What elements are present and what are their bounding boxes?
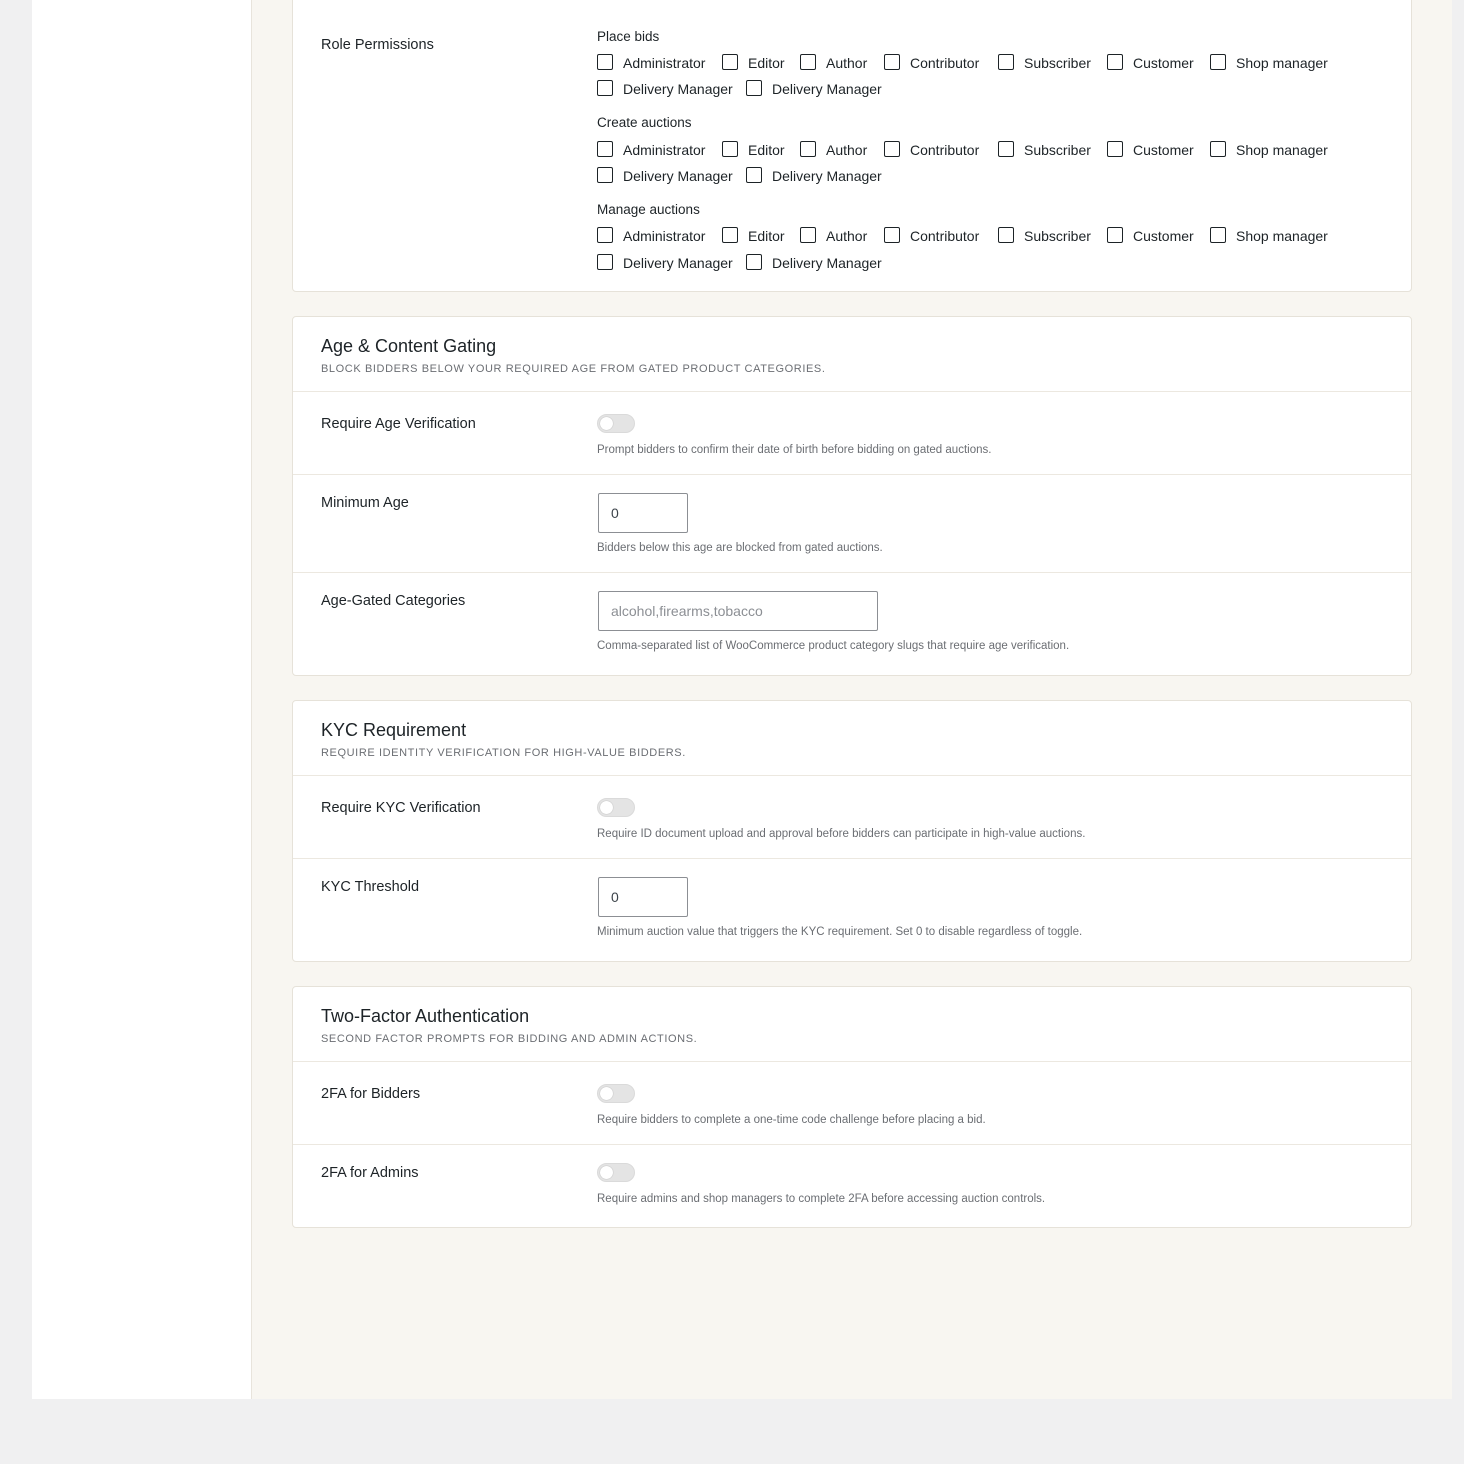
checkbox-box[interactable] bbox=[1107, 54, 1123, 70]
checkbox-box[interactable] bbox=[998, 54, 1014, 70]
row-label: Require KYC Verification bbox=[321, 800, 481, 816]
checkbox-label: Subscriber bbox=[1024, 55, 1091, 71]
checkbox-label: Delivery Manager bbox=[772, 255, 882, 271]
card-header bbox=[293, 317, 1411, 392]
checkbox-label: Subscriber bbox=[1024, 142, 1091, 158]
checkbox-label: Contributor bbox=[910, 142, 980, 158]
checkbox-box[interactable] bbox=[800, 227, 816, 243]
age-gated-categories-input[interactable] bbox=[598, 591, 878, 631]
checkbox-label: Editor bbox=[748, 228, 785, 244]
kyc-card bbox=[292, 700, 1412, 962]
kyc-threshold-input[interactable] bbox=[598, 877, 688, 917]
checkbox-label: Administrator bbox=[623, 142, 706, 158]
checkbox-box[interactable] bbox=[722, 54, 738, 70]
checkbox-label: Shop manager bbox=[1236, 142, 1328, 158]
checkbox-box[interactable] bbox=[1210, 227, 1226, 243]
checkbox-label: Administrator bbox=[623, 228, 706, 244]
card-header bbox=[293, 987, 1411, 1062]
checkbox-label: Delivery Manager bbox=[772, 168, 882, 184]
checkbox-box[interactable] bbox=[597, 227, 613, 243]
checkbox-label: Contributor bbox=[910, 228, 980, 244]
checkbox-box[interactable] bbox=[800, 141, 816, 157]
checkbox-label: Author bbox=[826, 142, 868, 158]
checkbox-box[interactable] bbox=[1107, 141, 1123, 157]
checkbox-label: Author bbox=[826, 55, 868, 71]
row-label: Require Age Verification bbox=[321, 416, 476, 432]
checkbox-label: Delivery Manager bbox=[623, 255, 733, 271]
field-description: Require ID document upload and approval before bidders can participate in high-value auctions. bbox=[597, 828, 1086, 840]
checkbox-label: Administrator bbox=[623, 55, 706, 71]
row-require-age-verification bbox=[293, 392, 1411, 475]
checkbox-box[interactable] bbox=[884, 54, 900, 70]
card-title: Two-Factor Authentication bbox=[321, 1006, 530, 1026]
require-age-toggle[interactable] bbox=[597, 414, 635, 433]
require-kyc-toggle[interactable] bbox=[597, 798, 635, 817]
toggle-knob bbox=[600, 1087, 613, 1100]
perm-group-title: Place bids bbox=[597, 29, 660, 44]
checkbox-label: Editor bbox=[748, 142, 785, 158]
checkbox-box[interactable] bbox=[998, 227, 1014, 243]
checkbox-box[interactable] bbox=[597, 254, 613, 270]
checkbox-box[interactable] bbox=[722, 227, 738, 243]
checkbox-label: Shop manager bbox=[1236, 228, 1328, 244]
row-age-gated-categories bbox=[293, 573, 1411, 677]
checkbox-box[interactable] bbox=[597, 80, 613, 96]
checkbox-label: Delivery Manager bbox=[623, 81, 733, 97]
age-gating-card bbox=[292, 316, 1412, 676]
role-permissions-groups bbox=[597, 29, 1397, 275]
row-label: KYC Threshold bbox=[321, 879, 420, 895]
row-2fa-bidders bbox=[293, 1062, 1411, 1145]
admin-sidebar bbox=[32, 0, 252, 1399]
field-description: Require admins and shop managers to complete 2FA before accessing auction controls. bbox=[597, 1193, 1046, 1205]
checkbox-box[interactable] bbox=[597, 141, 613, 157]
row-kyc-threshold bbox=[293, 859, 1411, 963]
card-header bbox=[293, 701, 1411, 776]
checkbox-label: Subscriber bbox=[1024, 228, 1091, 244]
checkbox-label: Author bbox=[826, 228, 868, 244]
field-description: Bidders below this age are blocked from gated auctions. bbox=[597, 542, 883, 554]
checkbox-box[interactable] bbox=[884, 227, 900, 243]
checkbox-box[interactable] bbox=[746, 167, 762, 183]
row-label: Age-Gated Categories bbox=[321, 593, 466, 609]
checkbox-box[interactable] bbox=[597, 167, 613, 183]
checkbox-box[interactable] bbox=[722, 141, 738, 157]
two-factor-card bbox=[292, 986, 1412, 1228]
row-minimum-age bbox=[293, 475, 1411, 573]
field-description: Require bidders to complete a one-time code challenge before placing a bid. bbox=[597, 1114, 986, 1126]
checkbox-box[interactable] bbox=[1210, 54, 1226, 70]
toggle-knob bbox=[600, 417, 613, 430]
checkbox-label: Delivery Manager bbox=[623, 168, 733, 184]
card-subtitle: SECOND FACTOR PROMPTS FOR BIDDING AND ADMIN ACTIONS. bbox=[321, 1033, 698, 1045]
2fa-bidders-toggle[interactable] bbox=[597, 1084, 635, 1103]
role-permissions-label: Role Permissions bbox=[321, 37, 434, 53]
toggle-knob bbox=[600, 801, 613, 814]
card-subtitle: BLOCK BIDDERS BELOW YOUR REQUIRED AGE FROM GATED PRODUCT CATEGORIES. bbox=[321, 363, 826, 375]
checkbox-label: Customer bbox=[1133, 142, 1194, 158]
row-label: 2FA for Bidders bbox=[321, 1086, 421, 1102]
field-description: Minimum auction value that triggers the KYC requirement. Set 0 to disable regardless of toggle. bbox=[597, 926, 1083, 938]
card-subtitle: REQUIRE IDENTITY VERIFICATION FOR HIGH-VALUE BIDDERS. bbox=[321, 747, 686, 759]
checkbox-label: Editor bbox=[748, 55, 785, 71]
checkbox-box[interactable] bbox=[746, 254, 762, 270]
perm-group-title: Manage auctions bbox=[597, 202, 700, 217]
checkbox-label: Customer bbox=[1133, 55, 1194, 71]
checkbox-box[interactable] bbox=[998, 141, 1014, 157]
checkbox-label: Delivery Manager bbox=[772, 81, 882, 97]
2fa-admins-toggle[interactable] bbox=[597, 1163, 635, 1182]
field-description: Comma-separated list of WooCommerce product category slugs that require age verification. bbox=[597, 640, 1070, 652]
perm-group-title: Create auctions bbox=[597, 115, 692, 130]
row-2fa-admins bbox=[293, 1145, 1411, 1229]
checkbox-box[interactable] bbox=[884, 141, 900, 157]
checkbox-label: Customer bbox=[1133, 228, 1194, 244]
row-label: 2FA for Admins bbox=[321, 1165, 419, 1181]
card-title: KYC Requirement bbox=[321, 720, 467, 740]
row-require-kyc-verification bbox=[293, 776, 1411, 859]
row-label: Minimum Age bbox=[321, 495, 409, 511]
checkbox-box[interactable] bbox=[1210, 141, 1226, 157]
role-permissions-card bbox=[292, 0, 1412, 292]
checkbox-label: Contributor bbox=[910, 55, 980, 71]
checkbox-box[interactable] bbox=[746, 80, 762, 96]
checkbox-box[interactable] bbox=[597, 54, 613, 70]
checkbox-box[interactable] bbox=[800, 54, 816, 70]
checkbox-box[interactable] bbox=[1107, 227, 1123, 243]
minimum-age-input[interactable] bbox=[598, 493, 688, 533]
settings-main bbox=[252, 0, 1452, 1399]
checkbox-label: Shop manager bbox=[1236, 55, 1328, 71]
toggle-knob bbox=[600, 1166, 613, 1179]
card-title: Age & Content Gating bbox=[321, 336, 497, 356]
field-description: Prompt bidders to confirm their date of birth before bidding on gated auctions. bbox=[597, 444, 992, 456]
